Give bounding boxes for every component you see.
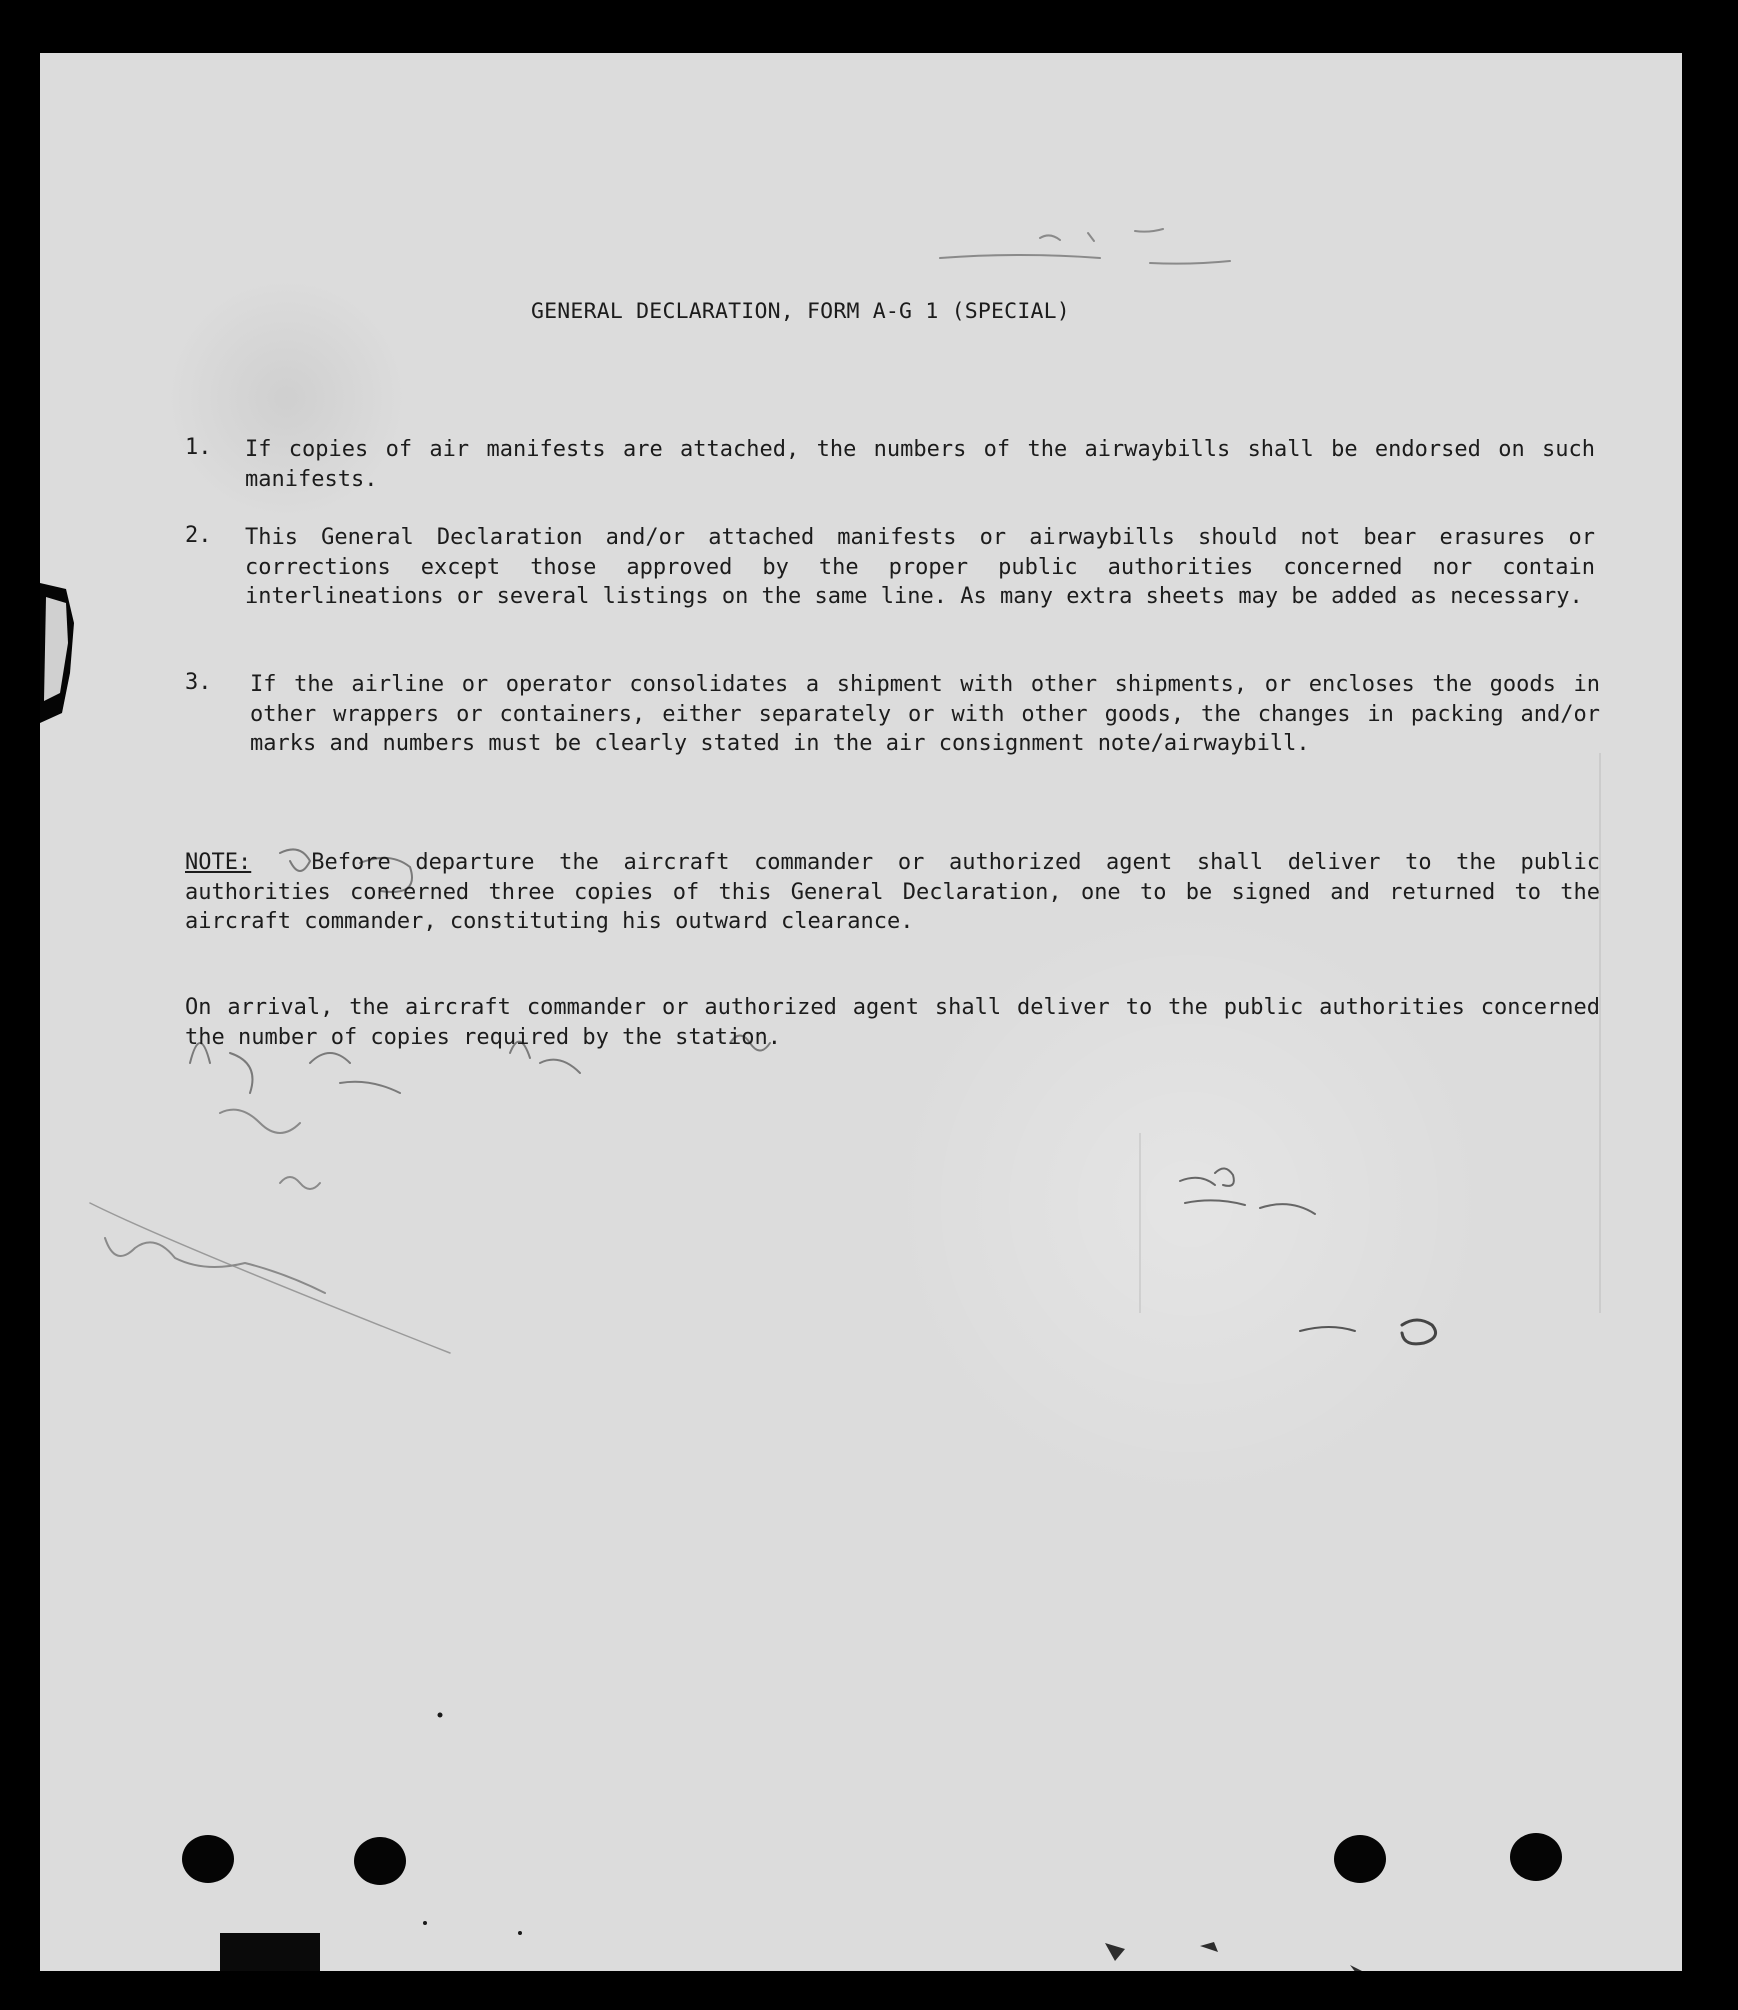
item-number: 3. xyxy=(185,670,212,695)
torn-edge xyxy=(40,583,78,723)
punch-hole xyxy=(182,1835,234,1883)
punch-hole xyxy=(1510,1833,1562,1881)
item-text: This General Declaration and/or attached manifests or airwaybills should not bear erasures or corrections except those approved by the proper public authorities concerned nor contain interlineations or several listings on the same line. As many extra sheets may be added as necessary. xyxy=(245,525,1595,609)
item-text: If the airline or operator consolidates a shipment with other shipments, or encloses the goods in other wrappers or containers, either separately or with other goods, the changes in packing and/or marks and numbers must be clearly stated in the air consignment note/airwaybill. xyxy=(250,672,1600,756)
item-text: If copies of air manifests are attached, the numbers of the airwaybills shall be endorsed on such manifests. xyxy=(245,437,1595,492)
note-label: NOTE: xyxy=(185,850,252,875)
punch-hole xyxy=(1334,1835,1386,1883)
arrival-paragraph: On arrival, the aircraft commander or authorized agent shall deliver to the public authorities concerned the number of copies required by the station. xyxy=(185,995,1600,1050)
item-number: 2. xyxy=(185,523,212,548)
note-text: Before departure the aircraft commander or authorized agent shall deliver to the public authorities concerned three copies of this General Declaration, one to be signed and returned to the aircraft commander, constituting his outward clearance. xyxy=(185,850,1600,934)
item-number: 1. xyxy=(185,435,212,460)
note-paragraph xyxy=(185,848,1600,937)
paper-sheet xyxy=(40,53,1682,1971)
punch-hole xyxy=(354,1837,406,1885)
document-title: GENERAL DECLARATION, FORM A-G 1 (SPECIAL) xyxy=(531,299,1070,324)
